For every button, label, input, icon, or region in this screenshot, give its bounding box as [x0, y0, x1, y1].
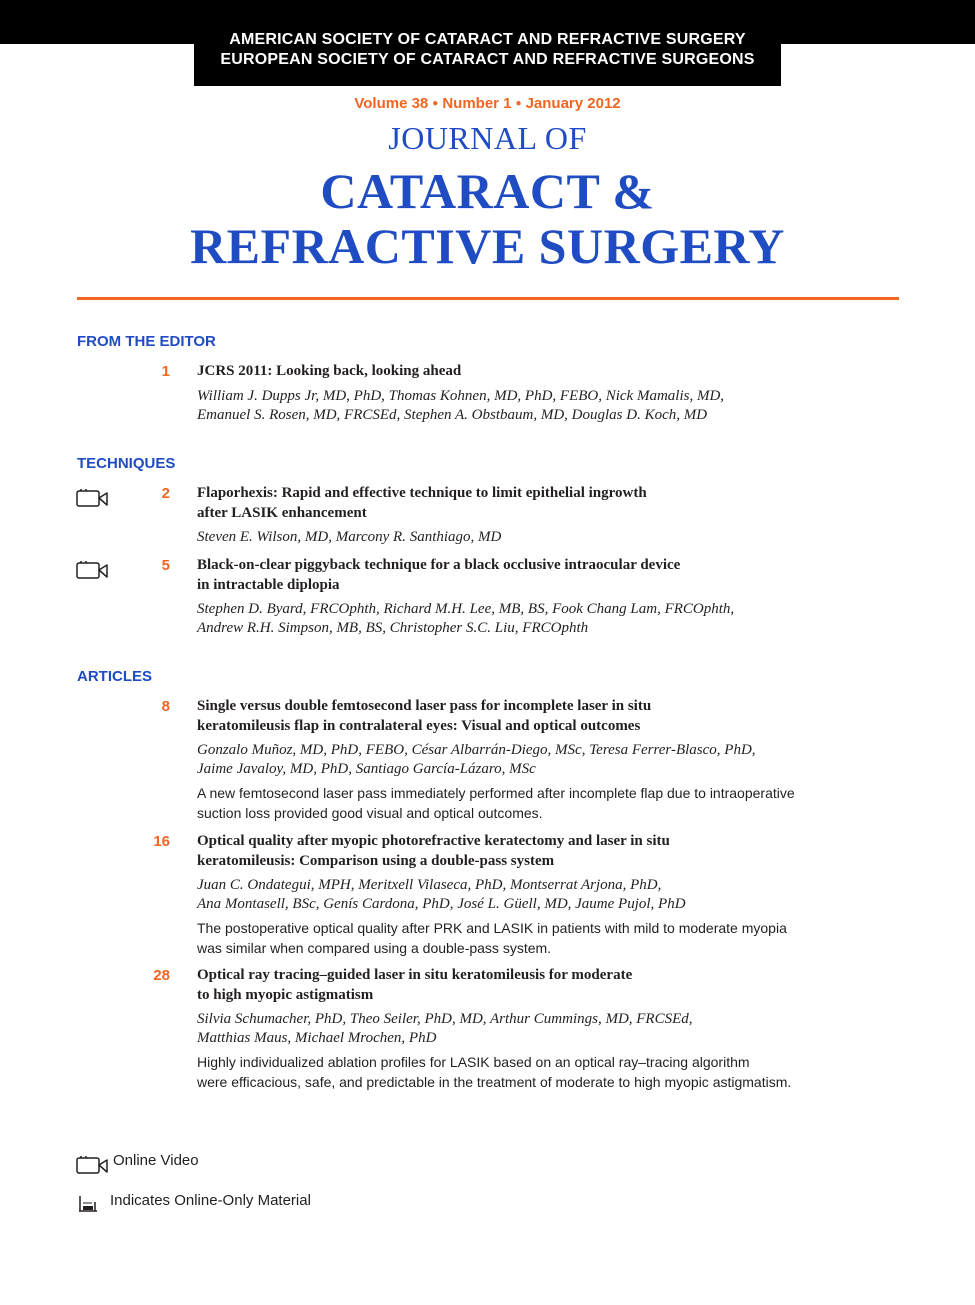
video-camera-icon — [76, 1155, 108, 1175]
toc-entry[interactable] — [197, 832, 837, 958]
toc-entry[interactable] — [197, 966, 837, 1092]
page-number[interactable]: 16 — [153, 833, 170, 850]
article-title[interactable]: Flaporhexis: Rapid and effective technique to limit epithelial ingrowth after LASIK enhancement — [197, 485, 647, 521]
article-authors: Silvia Schumacher, PhD, Theo Seiler, PhD, MD, Arthur Cummings, MD, FRCSEd, Matthias Maus, Michael Mrochen, PhD — [197, 1011, 693, 1046]
toc-entry[interactable] — [197, 484, 837, 547]
page-number[interactable]: 28 — [153, 967, 170, 984]
article-authors: Juan C. Ondategui, MPH, Meritxell Vilaseca, PhD, Montserrat Arjona, PhD, Ana Montasell, BSc, Genís Cardona, PhD, José L. Güell, MD, Jaume Pujol, PhD — [197, 877, 686, 912]
bullet-icon: ● — [515, 98, 522, 109]
bullet-icon: ● — [432, 98, 439, 109]
legend-online-video: Online Video — [113, 1152, 199, 1169]
section-heading-articles: ARTICLES — [77, 668, 152, 685]
journal-title-line-2: REFRACTIVE SURGERY — [190, 218, 785, 274]
article-title[interactable]: JCRS 2011: Looking back, looking ahead — [197, 363, 462, 379]
video-camera-icon — [76, 560, 108, 580]
legend-online-only: Indicates Online-Only Material — [110, 1192, 311, 1209]
article-authors: William J. Dupps Jr, MD, PhD, Thomas Kohnen, MD, PhD, FEBO, Nick Mamalis, MD, Emanuel S. Rosen, MD, FRCSEd, Stephen A. Obstbaum, MD, Douglas D. Koch, MD — [197, 387, 725, 423]
article-title[interactable]: Optical quality after myopic photorefractive keratectomy and laser in situ keratomileusis: Comparison using a double-pass system — [197, 833, 670, 869]
issue-date: January 2012 — [525, 95, 621, 112]
society-line-2: EUROPEAN SOCIETY OF CATARACT AND REFRACTIVE SURGEONS — [220, 51, 755, 68]
society-banner — [194, 0, 781, 86]
journal-of: JOURNAL OF — [388, 120, 587, 156]
article-authors: Steven E. Wilson, MD, Marcony R. Santhiago, MD — [197, 529, 502, 545]
article-authors: Gonzalo Muñoz, MD, PhD, FEBO, César Albarrán-Diego, MSc, Teresa Ferrer-Blasco, PhD, Jaime Javaloy, MD, PhD, Santiago García-Lázaro, MSc — [197, 742, 756, 777]
online-only-material-icon — [78, 1194, 98, 1214]
page-number[interactable]: 1 — [161, 363, 170, 380]
page-number[interactable]: 5 — [161, 557, 170, 574]
toc-entry[interactable] — [197, 697, 837, 823]
issue-number: Number 1 — [442, 95, 512, 112]
video-camera-icon — [76, 488, 108, 508]
article-authors: Stephen D. Byard, FRCOphth, Richard M.H. Lee, MB, BS, Fook Chang Lam, FRCOphth, Andrew R.H. Simpson, MB, BS, Christopher S.C. Liu, FRCOphth — [197, 601, 735, 636]
page-number[interactable]: 2 — [161, 485, 170, 502]
volume: Volume 38 — [354, 95, 429, 112]
article-title[interactable]: Optical ray tracing–guided laser in situ keratomileusis for moderate to high myopic astigmatism — [197, 967, 633, 1003]
toc-entry[interactable] — [197, 556, 837, 638]
article-summary: Highly individualized ablation profiles for LASIK based on an optical ray–tracing algorithm were efficacious, safe, and predictable in the treatment of moderate to high myopic astigmatism. — [197, 1054, 792, 1090]
article-summary: A new femtosecond laser pass immediately performed after incomplete flap due to intraoperative suction loss provided good visual and optical outcomes. — [197, 785, 795, 821]
article-title[interactable]: Black-on-clear piggyback technique for a black occlusive intraocular device in intractable diplopia — [197, 557, 681, 593]
section-heading-techniques: TECHNIQUES — [77, 455, 176, 472]
journal-title-line-1: CATARACT & — [320, 163, 655, 219]
orange-divider — [77, 297, 899, 300]
article-title[interactable]: Single versus double femtosecond laser pass for incomplete laser in situ keratomileusis flap in contralateral eyes: Visual and optical outcomes — [197, 698, 652, 734]
article-summary: The postoperative optical quality after PRK and LASIK in patients with mild to moderate myopia was similar when compared using a double-pass system. — [197, 920, 787, 956]
section-heading-editor: FROM THE EDITOR — [77, 333, 216, 350]
page-number[interactable]: 8 — [161, 698, 170, 715]
toc-entry[interactable] — [197, 362, 837, 425]
society-line-1: AMERICAN SOCIETY OF CATARACT AND REFRACTIVE SURGERY — [229, 31, 746, 48]
issue-info — [0, 95, 975, 112]
